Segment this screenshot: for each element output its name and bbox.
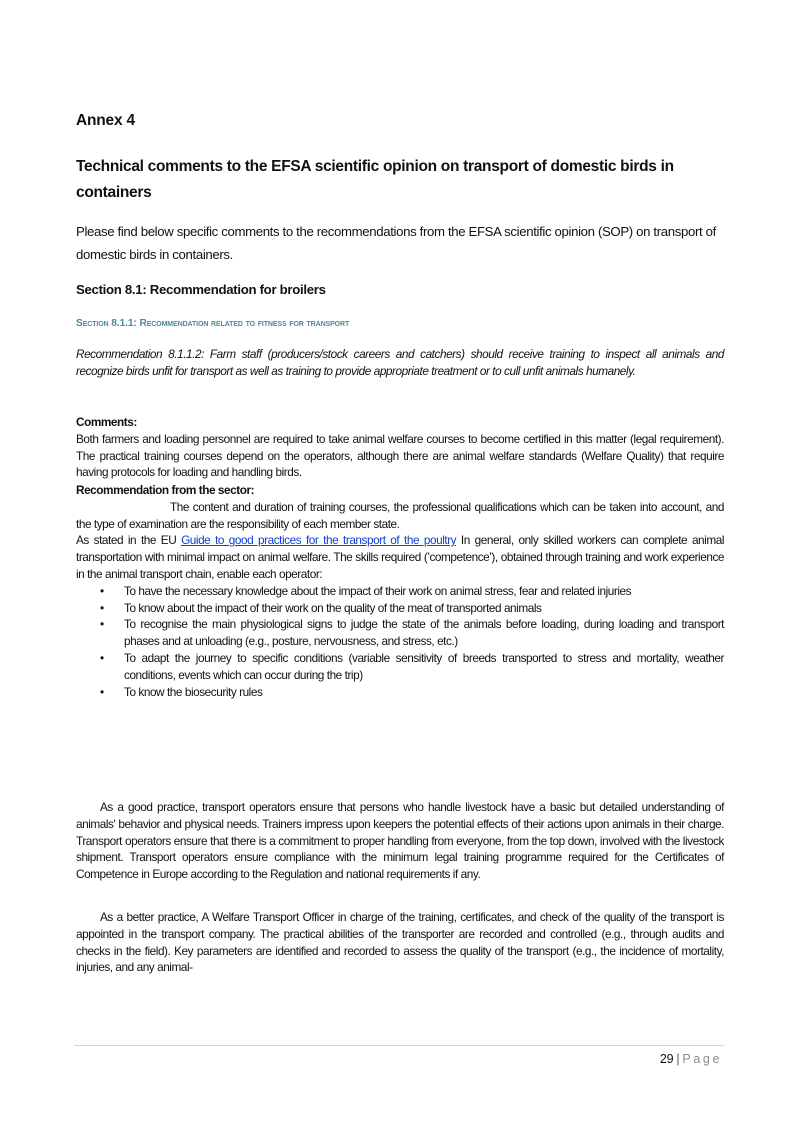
annex-title: Annex 4 <box>76 112 135 129</box>
list-item <box>100 650 724 684</box>
guide-paragraph <box>76 532 724 582</box>
list-item <box>100 684 724 701</box>
list-item-text: To adapt the journey to specific conditions (variable sensitivity of breeds transported to stress and mortality, weather conditions, events which can occur during the trip) <box>124 650 724 682</box>
sector-first-paragraph: The content and duration of training courses, the professional qualifications which can be taken into account, and the type of examination are the responsibility of each member state. <box>76 499 724 531</box>
subsection-heading: Section 8.1.1: Recommendation related to fitness for transport <box>76 318 350 329</box>
page-label: Page <box>682 1052 722 1066</box>
list-item-text: To know the biosecurity rules <box>124 684 263 699</box>
better-practice-text: As a better practice, A Welfare Transport Officer in charge of the training, certificates, and check of the quality of the transport is appointed in the transport company. The practical abilities of the transporter are recorded and controlled (e.g., through audits and checks in the field). Key parameters are identified and recorded to assess the quality of the transport (e.g., the incidence of mortality, injuries, and any animal- <box>76 910 724 975</box>
list-item <box>100 616 724 650</box>
list-item-text: To have the necessary knowledge about the impact of their work on animal stress, fear and related injuries <box>124 583 632 598</box>
comments-text: Both farmers and loading personnel are required to take animal welfare courses to become certified in this matter (legal requirement). The practical training courses depend on the operators, although there are animal welfare standards (Welfare Quality) that require having protocols for loading and handling birds. <box>76 431 724 480</box>
sector-label: Recommendation from the sector: <box>76 483 255 497</box>
good-practice-paragraph <box>76 799 724 883</box>
bullet-icon: • <box>100 650 104 665</box>
list-item-text: To recognise the main physiological signs to judge the state of the animals before loading, during loading and transport phases and at unloading (e.g., posture, nervousness, and stress, etc.) <box>124 617 724 649</box>
bullet-icon: • <box>100 583 104 598</box>
comments-label: Comments: <box>76 415 137 429</box>
comments-block <box>76 414 724 481</box>
list-item-text: To know about the impact of their work on the quality of the meat of transported animals <box>124 600 542 615</box>
recommendation-text: Recommendation 8.1.1.2: Farm staff (producers/stock careers and catchers) should receive training to inspect all animals and recognize birds unfit for transport as well as training to provide appropriate treatment or to cull unfit animals humanely. <box>76 347 724 378</box>
list-item <box>100 583 724 600</box>
competence-list <box>76 583 724 701</box>
sector-recommendation-block <box>76 482 724 700</box>
page-title: Technical comments to the EFSA scientific opinion on transport of domestic birds in containers <box>76 158 674 201</box>
bullet-icon: • <box>100 600 104 615</box>
footer-separator: | <box>676 1052 680 1066</box>
better-practice-paragraph <box>76 909 724 976</box>
intro-paragraph: Please find below specific comments to the recommendations from the EFSA scientific opinion (SOP) on transport of domestic birds in containers. <box>76 224 716 262</box>
bullet-icon: • <box>100 684 104 699</box>
list-item <box>100 600 724 617</box>
footer-divider <box>74 1045 724 1046</box>
good-practice-text: As a good practice, transport operators ensure that persons who handle livestock have a basic but detailed understanding of animals' behavior and physical needs. Trainers impress upon keepers the potential effects of their actions upon animals in their charge. Transport operators ensure that there is a commitment to proper handling from everyone, from the top down, involved with the livestock shipment. Transport operators ensure compliance with the minimum legal training programme required for the Certificates of Competence in Europe according to the Regulation and national requirements if any. <box>76 800 724 882</box>
bullet-icon: • <box>100 617 104 632</box>
guide-prefix: As stated in the EU <box>76 533 182 548</box>
page-footer <box>660 1052 722 1066</box>
page-number: 29 <box>659 1052 674 1066</box>
section-heading: Section 8.1: Recommendation for broilers <box>76 282 326 297</box>
guide-link[interactable]: Guide to good practices for the transport of the poultry <box>181 533 457 548</box>
guide-suffix: In general, only skilled workers can complete animal transportation with minimal impact on animal welfare. The skills required (’competence’), obtained through training and work experience in the animal transport chain, enable each operator: <box>76 533 724 581</box>
